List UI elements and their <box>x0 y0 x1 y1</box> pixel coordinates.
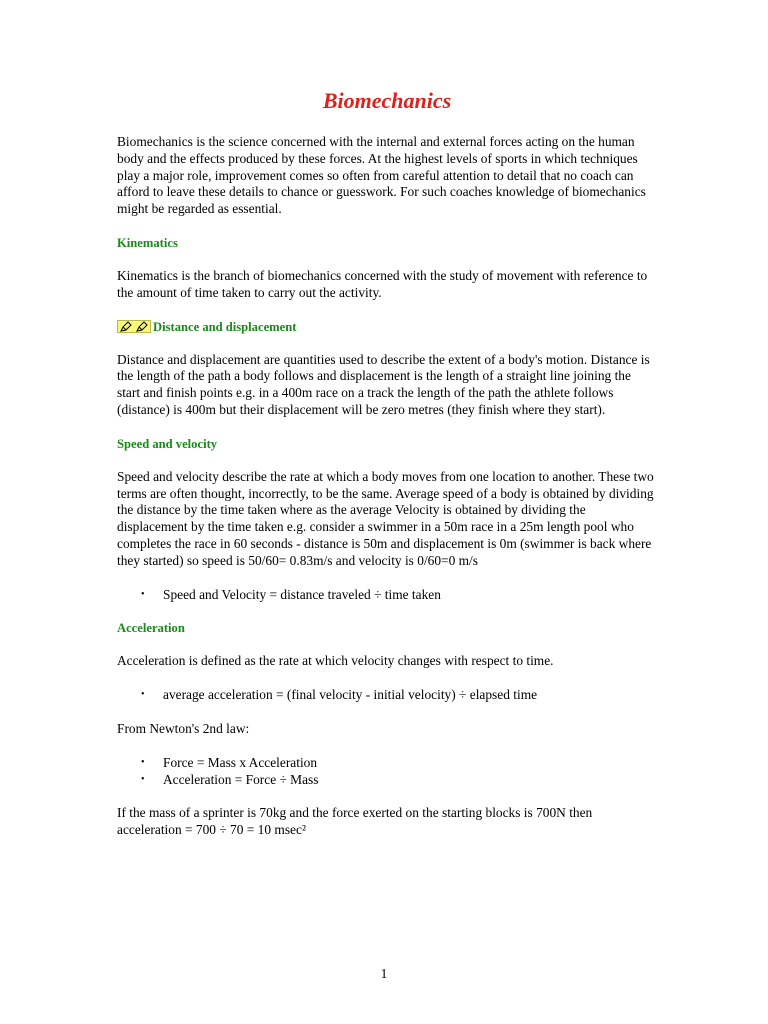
speed-paragraph: Speed and velocity describe the rate at which a body moves from one location to another. These two terms are often thought, incorrectly, to be the same. Average speed of a body is obtained by dividing the distance by the time taken where as the average Velocity is obtained by dividing the displacement by the time taken e.g. consider a swimmer in a 50m race in a 25m length pool who completes the race in 60 seconds - distance is 50m and displacement is 0m (swimmer is back where they started) so speed is 50/60= 0.83m/s and velocity is 0/60=0 m/s <box>117 468 654 568</box>
acceleration-paragraph: Acceleration is defined as the rate at which velocity changes with respect to time. <box>117 653 554 669</box>
speed-heading: Speed and velocity <box>117 436 218 451</box>
list-item: • Acceleration = Force ÷ Mass <box>141 771 319 787</box>
bullet-icon: • <box>141 773 145 785</box>
newton-intro: From Newton's 2nd law: <box>117 720 250 736</box>
bullet-icon: • <box>141 756 145 768</box>
bullet-icon: • <box>141 588 145 600</box>
list-item: • Force = Mass x Acceleration <box>141 754 318 770</box>
kinematics-heading: Kinematics <box>117 235 178 250</box>
newton-bullet-list <box>117 755 657 789</box>
distance-heading-row <box>117 319 657 335</box>
pencil-icon <box>117 320 151 333</box>
kinematics-paragraph: Kinematics is the branch of biomechanics concerned with the study of movement with reference to the amount of time taken to carry out the activity. <box>117 267 648 300</box>
acceleration-heading: Acceleration <box>117 621 185 636</box>
distance-heading: Distance and displacement <box>153 319 297 334</box>
acceleration-example: If the mass of a sprinter is 70kg and the force exerted on the starting blocks is 700N then acceleration = 700 ÷ 70 = 10 msec² <box>117 805 593 838</box>
page-number: 1 <box>380 966 388 981</box>
list-item: • Speed and Velocity = distance traveled ÷ time taken <box>141 586 441 602</box>
acceleration-bullet-list <box>117 687 657 704</box>
distance-paragraph: Distance and displacement are quantities used to describe the extent of a body's motion. Distance is the length of the path a body follows and displacement is the length of a straight line joining the start and finish points e.g. in a 400m race on a track the length of the path the athlete follows (distance) is 400m but their displacement will be zero metres (they finish where they start). <box>117 351 650 417</box>
page-title: Biomechanics <box>322 88 452 113</box>
bullet-icon: • <box>141 689 145 701</box>
document-page <box>117 88 657 839</box>
intro-paragraph: Biomechanics is the science concerned with the internal and external forces acting on the human body and the effects produced by these forces. At the highest levels of sports in which techniques play a major role, improvement comes so often from careful attention to detail that no coach can afford to leave these details to chance or guesswork. For such coaches knowledge of biomechanics might be regarded as essential. <box>117 134 646 217</box>
list-item: • average acceleration = (final velocity - initial velocity) ÷ elapsed time <box>141 687 538 703</box>
speed-bullet-list <box>117 587 657 604</box>
